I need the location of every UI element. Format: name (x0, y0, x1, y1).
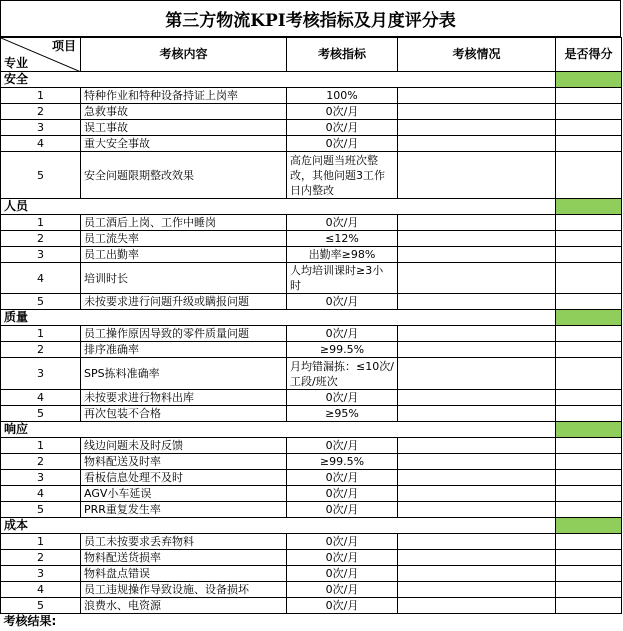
row-status[interactable] (398, 294, 556, 310)
section-name: 响应 (1, 422, 556, 438)
table-row (1, 326, 622, 342)
row-score[interactable] (556, 326, 622, 342)
table-row (1, 470, 622, 486)
row-score[interactable] (556, 263, 622, 294)
table-row (1, 215, 622, 231)
row-number: 5 (1, 406, 81, 422)
row-score[interactable] (556, 247, 622, 263)
row-indicator: ≥99.5% (287, 454, 398, 470)
row-indicator: 0次/月 (287, 566, 398, 582)
row-number: 2 (1, 550, 81, 566)
row-content: SPS拣料准确率 (81, 358, 287, 390)
table-row (1, 263, 622, 294)
row-indicator: ≥99.5% (287, 342, 398, 358)
row-status[interactable] (398, 598, 556, 614)
row-number: 5 (1, 294, 81, 310)
table-row (1, 152, 622, 199)
row-indicator: 高危问题当班次整改，其他问题3工作日内整改 (287, 152, 398, 199)
row-indicator: ≥95% (287, 406, 398, 422)
table-row (1, 438, 622, 454)
row-number: 3 (1, 358, 81, 390)
row-number: 1 (1, 88, 81, 104)
header-indicator: 考核指标 (287, 38, 398, 72)
row-number: 1 (1, 326, 81, 342)
row-number: 3 (1, 566, 81, 582)
table-row (1, 582, 622, 598)
kpi-table (0, 37, 622, 630)
table-row (1, 390, 622, 406)
row-indicator: 0次/月 (287, 582, 398, 598)
row-indicator: 0次/月 (287, 438, 398, 454)
row-status[interactable] (398, 326, 556, 342)
row-score[interactable] (556, 486, 622, 502)
table-row (1, 120, 622, 136)
row-content: 排序准确率 (81, 342, 287, 358)
row-number: 4 (1, 263, 81, 294)
row-indicator: 0次/月 (287, 486, 398, 502)
row-score[interactable] (556, 406, 622, 422)
row-status[interactable] (398, 550, 556, 566)
table-row (1, 534, 622, 550)
row-score[interactable] (556, 358, 622, 390)
table-row (1, 550, 622, 566)
sheet-title: 第三方物流KPI考核指标及月度评分表 (0, 0, 621, 37)
row-score[interactable] (556, 104, 622, 120)
row-number: 4 (1, 390, 81, 406)
row-score[interactable] (556, 136, 622, 152)
row-number: 5 (1, 598, 81, 614)
table-row (1, 342, 622, 358)
row-content: 员工违规操作导致设施、设备损坏 (81, 582, 287, 598)
section-score-cell[interactable] (556, 518, 622, 534)
row-content: 误工事故 (81, 120, 287, 136)
row-status[interactable] (398, 88, 556, 104)
section-score-cell[interactable] (556, 199, 622, 215)
row-status[interactable] (398, 231, 556, 247)
row-indicator: 0次/月 (287, 215, 398, 231)
row-indicator: ≤12% (287, 231, 398, 247)
row-indicator: 人均培训课时≥3小时 (287, 263, 398, 294)
row-content: AGV小车延误 (81, 486, 287, 502)
row-content: 物料配送货损率 (81, 550, 287, 566)
section-score-cell[interactable] (556, 310, 622, 326)
header-content: 考核内容 (81, 38, 287, 72)
row-score[interactable] (556, 598, 622, 614)
row-indicator: 0次/月 (287, 326, 398, 342)
row-content: 物料盘点错误 (81, 566, 287, 582)
row-number: 2 (1, 231, 81, 247)
row-score[interactable] (556, 582, 622, 598)
table-row (1, 454, 622, 470)
assessment-result-label: 考核结果: (1, 614, 622, 630)
row-content: 安全问题限期整改效果 (81, 152, 287, 199)
row-number: 3 (1, 247, 81, 263)
row-content: 员工酒后上岗、工作中睡岗 (81, 215, 287, 231)
row-status[interactable] (398, 534, 556, 550)
row-content: 员工未按要求丢弃物料 (81, 534, 287, 550)
row-status[interactable] (398, 454, 556, 470)
row-status[interactable] (398, 263, 556, 294)
row-status[interactable] (398, 358, 556, 390)
row-number: 4 (1, 582, 81, 598)
table-row (1, 566, 622, 582)
row-status[interactable] (398, 247, 556, 263)
row-score[interactable] (556, 534, 622, 550)
row-indicator: 出勤率≥98% (287, 247, 398, 263)
row-number: 1 (1, 215, 81, 231)
row-status[interactable] (398, 390, 556, 406)
row-score[interactable] (556, 470, 622, 486)
row-score[interactable] (556, 342, 622, 358)
row-indicator: 0次/月 (287, 294, 398, 310)
row-status[interactable] (398, 120, 556, 136)
row-content: 浪费水、电资源 (81, 598, 287, 614)
row-content: 再次包装不合格 (81, 406, 287, 422)
row-number: 1 (1, 534, 81, 550)
row-status[interactable] (398, 342, 556, 358)
row-content: 员工出勤率 (81, 247, 287, 263)
row-number: 2 (1, 104, 81, 120)
row-score[interactable] (556, 566, 622, 582)
table-row (1, 486, 622, 502)
section-row (1, 199, 622, 215)
table-row (1, 247, 622, 263)
row-number: 5 (1, 502, 81, 518)
header-item-label: 项目 (51, 39, 76, 53)
row-content: 看板信息处理不及时 (81, 470, 287, 486)
row-status[interactable] (398, 438, 556, 454)
row-status[interactable] (398, 406, 556, 422)
row-indicator: 0次/月 (287, 120, 398, 136)
row-content: 未按要求进行物料出库 (81, 390, 287, 406)
row-status[interactable] (398, 486, 556, 502)
footer-row (1, 614, 622, 630)
row-number: 3 (1, 120, 81, 136)
row-content: PRR重复发生率 (81, 502, 287, 518)
section-name: 人员 (1, 199, 556, 215)
section-row (1, 310, 622, 326)
row-content: 员工操作原因导致的零件质量问题 (81, 326, 287, 342)
row-status[interactable] (398, 136, 556, 152)
header-score: 是否得分 (556, 38, 622, 72)
section-name: 安全 (1, 72, 556, 88)
row-score[interactable] (556, 454, 622, 470)
row-indicator: 0次/月 (287, 390, 398, 406)
table-row (1, 502, 622, 518)
header-category-label: 专业 (4, 56, 29, 70)
row-number: 4 (1, 486, 81, 502)
row-score[interactable] (556, 120, 622, 136)
row-indicator: 0次/月 (287, 534, 398, 550)
section-score-cell[interactable] (556, 422, 622, 438)
row-score[interactable] (556, 550, 622, 566)
row-score[interactable] (556, 215, 622, 231)
section-name: 质量 (1, 310, 556, 326)
table-row (1, 136, 622, 152)
section-row (1, 72, 622, 88)
row-status[interactable] (398, 104, 556, 120)
table-row (1, 88, 622, 104)
section-score-cell[interactable] (556, 72, 622, 88)
table-row (1, 231, 622, 247)
header-diagonal-cell (1, 38, 81, 72)
row-indicator: 0次/月 (287, 502, 398, 518)
row-number: 2 (1, 454, 81, 470)
row-status[interactable] (398, 566, 556, 582)
row-score[interactable] (556, 152, 622, 199)
section-name: 成本 (1, 518, 556, 534)
row-status[interactable] (398, 215, 556, 231)
row-number: 3 (1, 470, 81, 486)
row-number: 5 (1, 152, 81, 199)
row-status[interactable] (398, 502, 556, 518)
row-indicator: 0次/月 (287, 104, 398, 120)
table-row (1, 358, 622, 390)
row-status[interactable] (398, 152, 556, 199)
table-row (1, 104, 622, 120)
row-content: 急救事故 (81, 104, 287, 120)
table-row (1, 294, 622, 310)
table-row (1, 406, 622, 422)
header-status: 考核情况 (398, 38, 556, 72)
header-row (1, 38, 622, 72)
row-score[interactable] (556, 294, 622, 310)
row-number: 1 (1, 438, 81, 454)
row-number: 4 (1, 136, 81, 152)
row-score[interactable] (556, 88, 622, 104)
row-indicator: 100% (287, 88, 398, 104)
row-number: 2 (1, 342, 81, 358)
row-score[interactable] (556, 502, 622, 518)
row-content: 物料配送及时率 (81, 454, 287, 470)
row-score[interactable] (556, 231, 622, 247)
row-content: 线边问题未及时反馈 (81, 438, 287, 454)
row-score[interactable] (556, 438, 622, 454)
row-content: 特种作业和特种设备持证上岗率 (81, 88, 287, 104)
row-content: 未按要求进行问题升级或瞒报问题 (81, 294, 287, 310)
row-indicator: 月均错漏拣：≤10次/工段/班次 (287, 358, 398, 390)
row-score[interactable] (556, 390, 622, 406)
row-indicator: 0次/月 (287, 136, 398, 152)
table-row (1, 598, 622, 614)
row-content: 员工流失率 (81, 231, 287, 247)
row-indicator: 0次/月 (287, 598, 398, 614)
section-row (1, 518, 622, 534)
row-content: 培训时长 (81, 263, 287, 294)
row-indicator: 0次/月 (287, 550, 398, 566)
row-indicator: 0次/月 (287, 470, 398, 486)
row-status[interactable] (398, 582, 556, 598)
row-status[interactable] (398, 470, 556, 486)
row-content: 重大安全事故 (81, 136, 287, 152)
section-row (1, 422, 622, 438)
